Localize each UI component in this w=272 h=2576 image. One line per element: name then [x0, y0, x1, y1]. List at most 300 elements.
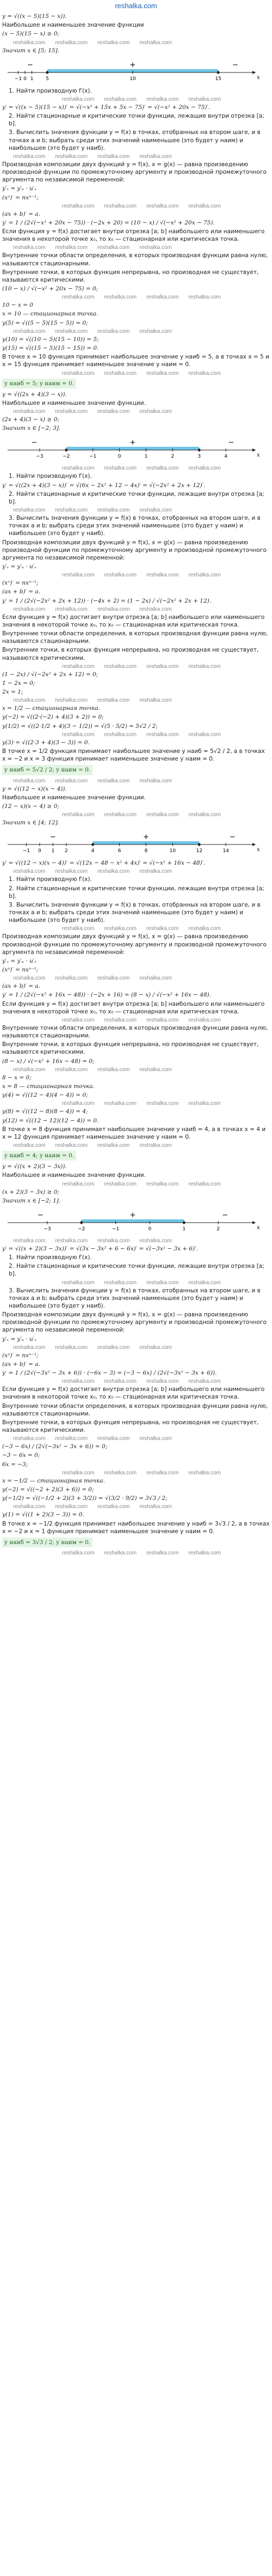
number-line-svg: [2, 828, 263, 858]
watermark-row: [2, 1469, 270, 1477]
problem-section: [2, 12, 270, 390]
watermark-text: reshalka.com: [188, 1378, 221, 1385]
sign-label: −: [222, 1211, 228, 1219]
math-line: 1 − 2x = 0;: [2, 679, 35, 686]
axis-arrow: [252, 448, 256, 452]
sign-label: +: [129, 439, 136, 447]
math-line: y(8) = √((12 − 8)(8 − 4)) = 4;: [2, 1108, 88, 1115]
algorithm-step: [2, 514, 270, 538]
watermark-text: reshalka.com: [104, 812, 137, 818]
watermark-text: reshalka.com: [62, 1550, 95, 1557]
watermark-row: [2, 777, 270, 785]
watermark-row: [2, 1549, 270, 1557]
axis-arrow: [252, 71, 256, 74]
watermark-text: reshalka.com: [62, 294, 95, 301]
watermark-row: [2, 95, 270, 103]
endpoint-dot: [183, 1221, 186, 1224]
watermark-text: reshalka.com: [104, 1279, 137, 1286]
problem-section: [2, 390, 270, 785]
watermark-text: reshalka.com: [104, 1181, 137, 1187]
watermark-text: reshalka.com: [97, 1344, 130, 1351]
step-number: 1.: [9, 876, 15, 883]
watermark-text: reshalka.com: [97, 606, 130, 612]
watermark-text: reshalka.com: [146, 1469, 179, 1476]
watermark-text: reshalka.com: [62, 370, 95, 376]
number-line: [2, 434, 270, 463]
step-text: Вычислить значения функции y = f(x) в точках, отобранных на втором шаге, и в точках a и b; выбрать среди этих значений наименьшее (это будет y наим) и наибольшее (это будет y наиб).: [9, 901, 261, 924]
math-line: Значит x ∈ [4; 12].: [2, 819, 60, 827]
tick-label: 8: [144, 848, 148, 854]
watermark-text: reshalka.com: [139, 1143, 172, 1149]
tick-label: 5: [45, 76, 49, 82]
watermark-text: reshalka.com: [104, 926, 137, 932]
watermark-text: reshalka.com: [146, 1378, 179, 1385]
step-number: 1.: [9, 87, 15, 94]
math-line: x = 8 — стационарная точка.: [2, 1083, 95, 1090]
watermark-text: reshalka.com: [13, 1143, 46, 1149]
watermark-row: [2, 202, 270, 210]
watermark-text: reshalka.com: [146, 1017, 179, 1023]
watermark-row: [2, 1344, 270, 1351]
site-title-link[interactable]: reshalka.com: [115, 2, 157, 10]
text-line: Внутренние точки области определения, в которых производная функции равна нулю, называются стационарными.: [2, 1402, 268, 1417]
tick-label: −2: [63, 454, 70, 460]
algorithm-step: [2, 875, 270, 884]
watermark-row: [2, 244, 270, 251]
watermark-text: reshalka.com: [55, 1143, 88, 1149]
watermark-row: [2, 1099, 270, 1107]
watermark-text: reshalka.com: [104, 294, 137, 301]
number-line: [2, 56, 270, 86]
math-line: y(4) = √((12 − 4)(4 − 4)) = 0;: [2, 1092, 88, 1099]
tick-label: 15: [215, 76, 221, 82]
text-line: Внутренние точки, в которых функция непрерывна, но производная не существует, называются критическими.: [2, 1041, 259, 1056]
watermark-text: reshalka.com: [13, 868, 46, 875]
step-text: Найти стационарные и критические точки функции, лежащие внутри отрезка [a; b].: [9, 113, 264, 127]
math-line: 2x = 1;: [2, 689, 23, 696]
watermark-text: reshalka.com: [104, 1378, 137, 1385]
watermark-text: reshalka.com: [139, 1344, 172, 1351]
tick-label: 0: [38, 848, 41, 854]
math-line: y(1) = √((1 + 2)(3 − 3)) = 0.: [2, 1511, 84, 1518]
watermark-text: reshalka.com: [146, 731, 179, 738]
text-line: Если функция y = f(x) достигает внутри отрезка [a; b] наибольшего или наименьшего значения в некоторой точке x₀, то x₀ — стационарная или критическая точка.: [2, 613, 265, 628]
text-line: В точке x = 10 функция принимает наибольшее значение y наиб = 5, а в точках x = 5 и x = 15 функция принимает наименьшее значение y наим = 0.: [2, 354, 269, 368]
watermark-text: reshalka.com: [62, 663, 95, 670]
number-line-svg: [2, 434, 263, 463]
watermark-text: reshalka.com: [13, 409, 46, 415]
tick-label: −2: [78, 1226, 85, 1232]
watermark-text: reshalka.com: [55, 606, 88, 612]
tick-label: −1: [14, 76, 22, 82]
watermark-row: [2, 696, 270, 704]
step-text: Найти производную f′(x).: [16, 473, 92, 480]
step-text: Вычислить значения функции y = f(x) в точках, отобранных на втором шаге, и в точках a и b; выбрать среди этих значений наименьшее (это будет y наим) и наибольшее (это будет y наиб).: [9, 1287, 261, 1309]
watermark-text: reshalka.com: [13, 606, 46, 612]
text-line: Если функция y = f(x) достигает внутри отрезка [a; b] наибольшего или наименьшего значения в некоторой точке x₀, то x₀ — стационарная или критическая точка.: [2, 228, 265, 243]
watermark-row: [2, 605, 270, 613]
math-line: y′ = 1 / (2√(−x² + 16x − 48)) · (−2x + 16) = (8 − x) / √(−x² + 16x − 48).: [2, 992, 212, 999]
watermark-text: reshalka.com: [97, 975, 130, 982]
watermark-text: reshalka.com: [146, 465, 179, 472]
math-line: (1 − 2x) / √(−2x² + 2x + 12) = 0;: [2, 671, 98, 678]
step-text: Найти производную f′(x).: [16, 876, 92, 883]
watermark-text: reshalka.com: [146, 572, 179, 579]
watermark-row: [2, 506, 270, 514]
math-line: Значит x ∈ [−2; 1].: [2, 1197, 61, 1204]
math-line: y(3) = √((2·3 + 4)(3 − 3)) = 0.: [2, 739, 90, 746]
math-line: x = 1/2 — стационарная точка.: [2, 705, 101, 712]
step-number: 2.: [9, 1263, 15, 1270]
sign-label: −: [228, 439, 234, 447]
math-line: y(10) = √((10 − 5)(15 − 10)) = 5;: [2, 336, 99, 343]
watermark-row: [2, 1180, 270, 1188]
tick-label: 2: [171, 454, 175, 460]
watermark-text: reshalka.com: [55, 697, 88, 704]
watermark-text: reshalka.com: [146, 1550, 179, 1557]
math-line: 8 − x = 0;: [2, 1074, 32, 1081]
step-text: Найти стационарные и критические точки функции, лежащие внутри отрезка [a; b].: [9, 1263, 264, 1278]
text-line: Наибольшее и наименьшее значение функции.: [2, 399, 146, 406]
math-line: Значит x ∈ [5; 15].: [2, 47, 60, 54]
watermark-text: reshalka.com: [188, 465, 221, 472]
watermark-text: reshalka.com: [104, 370, 137, 376]
watermark-text: reshalka.com: [146, 370, 179, 376]
math-line: y = √((x + 2)(3 − 3x)).: [2, 1163, 67, 1170]
watermark-text: reshalka.com: [104, 203, 137, 209]
watermark-text: reshalka.com: [55, 777, 88, 784]
endpoint-dot: [80, 1221, 83, 1224]
tick-label: −1: [89, 454, 97, 460]
algorithm-step: [2, 901, 270, 925]
number-line-svg: [2, 1206, 263, 1236]
math-line: (2x + 4)(3 − x) ≥ 0;: [2, 416, 59, 423]
watermark-text: reshalka.com: [62, 203, 95, 209]
watermark-text: reshalka.com: [188, 1279, 221, 1286]
step-text: Вычислить значения функции y = f(x) в точках, отобранных на втором шаге, и в точках a и b; выбрать среди этих значений наименьшее (это будет y наим) и наибольшее (это будет y наиб).: [9, 129, 261, 151]
sign-label: −: [50, 833, 56, 842]
watermark-text: reshalka.com: [139, 328, 172, 335]
tick-label: −1: [112, 1226, 120, 1232]
text-line: Внутренние точки, в которых функция непрерывна, но производная не существует, называются критическими.: [2, 647, 259, 661]
step-number: 1.: [9, 473, 15, 480]
tick-label: 2: [217, 1226, 220, 1232]
watermark-text: reshalka.com: [13, 1344, 46, 1351]
watermark-text: reshalka.com: [62, 731, 95, 738]
math-line: y(12) = √((12 − 12)(12 − 4)) = 0.: [2, 1117, 99, 1124]
watermark-text: reshalka.com: [97, 507, 130, 514]
axis-label: x: [257, 847, 260, 853]
watermark-text: reshalka.com: [139, 245, 172, 251]
watermark-text: reshalka.com: [139, 1066, 172, 1073]
watermark-text: reshalka.com: [13, 1237, 46, 1244]
watermark-text: reshalka.com: [146, 812, 179, 818]
tick-label: 1: [51, 848, 55, 854]
sign-label: +: [143, 833, 149, 842]
watermark-text: reshalka.com: [55, 1504, 88, 1510]
tick-label: 0: [118, 454, 121, 460]
watermark-text: reshalka.com: [104, 1469, 137, 1476]
watermark-text: reshalka.com: [139, 409, 172, 415]
watermark-text: reshalka.com: [188, 1550, 221, 1557]
tick-label: 10: [169, 848, 176, 854]
text-line: Внутренние точки области определения, в которых производная функции равна нулю, называются стационарными.: [2, 1024, 268, 1040]
math-line: y′ = √((x − 5)(15 − x))′ = √(−x² + 15x + 5x − 75)′ = √(−x² + 20x − 75)′.: [2, 104, 211, 111]
watermark-text: reshalka.com: [13, 975, 46, 982]
watermark-text: reshalka.com: [188, 1101, 221, 1107]
math-line: (10 − x) / √(−x² + 20x − 75) = 0;: [2, 285, 98, 293]
watermark-text: reshalka.com: [139, 1237, 172, 1244]
watermark-text: reshalka.com: [97, 1504, 130, 1510]
watermark-text: reshalka.com: [55, 975, 88, 982]
watermark-text: reshalka.com: [55, 153, 88, 160]
watermark-text: reshalka.com: [188, 812, 221, 818]
watermark-text: reshalka.com: [62, 1181, 95, 1187]
algorithm-step: [2, 128, 270, 153]
watermark-text: reshalka.com: [188, 96, 221, 102]
watermark-text: reshalka.com: [13, 153, 46, 160]
watermark-text: reshalka.com: [188, 572, 221, 579]
watermark-row: [2, 369, 270, 377]
tick-label: 3: [197, 454, 201, 460]
watermark-row: [2, 1503, 270, 1510]
math-line: (x − 5)(15 − x) ≥ 0;: [2, 31, 59, 38]
axis-label: x: [257, 1224, 260, 1231]
watermark-text: reshalka.com: [55, 245, 88, 251]
watermark-row: [2, 1237, 270, 1244]
watermark-text: reshalka.com: [13, 245, 46, 251]
watermark-text: reshalka.com: [55, 1344, 88, 1351]
text-line: Наибольшее и наименьшее значение функции.: [2, 1172, 146, 1179]
watermark-text: reshalka.com: [139, 153, 172, 160]
step-text: Найти производную f′(x).: [16, 87, 92, 94]
watermark-text: reshalka.com: [188, 294, 221, 301]
watermark-row: [2, 1279, 270, 1286]
watermark-text: reshalka.com: [55, 1436, 88, 1442]
sign-label: +: [129, 60, 136, 69]
watermark-text: reshalka.com: [62, 1017, 95, 1023]
watermark-text: reshalka.com: [13, 507, 46, 514]
watermark-text: reshalka.com: [55, 328, 88, 335]
endpoint-dot: [198, 843, 201, 846]
text-line: Наибольшее и наименьшее значение функции.: [2, 794, 146, 801]
watermark-text: reshalka.com: [146, 663, 179, 670]
watermark-text: reshalka.com: [97, 777, 130, 784]
watermark-text: reshalka.com: [62, 926, 95, 932]
math-line: 10 − x = 0: [2, 302, 33, 309]
answer-line: [2, 1149, 270, 1162]
watermark-text: reshalka.com: [13, 1066, 46, 1073]
sign-label: −: [31, 439, 38, 447]
answer-box: y наиб = 3√3 / 2; y наим = 0.: [2, 1538, 92, 1547]
endpoint-dot: [217, 71, 220, 74]
text-line: Производная композиции двух функций y = f(x), x = g(x) — равна произведению производной функции по промежуточному аргументу и производной промежуточного аргумента по независимой переменной:: [2, 933, 267, 956]
math-line: (x + 2)(3 − 3x) ≥ 0;: [2, 1188, 59, 1195]
step-number: 1.: [9, 1254, 15, 1261]
watermark-text: reshalka.com: [104, 1101, 137, 1107]
math-line: (ax + b)′ = a.: [2, 983, 41, 990]
tick-label: 2: [64, 848, 68, 854]
math-line: y(−1/2) = √((−1/2 + 2)(3 + 3/2)) = √(3/2 · 9/2) = 3√3 / 2;: [2, 1495, 168, 1502]
watermark-text: reshalka.com: [62, 1101, 95, 1107]
text-line: Внутренние точки, в которых функция непрерывна, но производная не существует, называются критическими.: [2, 1419, 259, 1434]
math-line: y′ = √((2x + 4)(3 − x))′ = √(6x − 2x² + 12 − 4x)′ = √(−2x² + 2x + 12)′.: [2, 482, 206, 489]
tick-label: 14: [222, 848, 229, 854]
tick-label: 4: [91, 848, 95, 854]
sign-label: −: [37, 1211, 44, 1219]
watermark-text: reshalka.com: [139, 1504, 172, 1510]
answer-line: [2, 377, 270, 390]
math-line: y(−2) = √((−2 + 2)(3 + 6)) = 0;: [2, 1486, 94, 1493]
watermark-text: reshalka.com: [146, 1279, 179, 1286]
step-number: 2.: [9, 490, 15, 497]
tick-label: 0: [23, 76, 27, 82]
watermark-text: reshalka.com: [139, 868, 172, 875]
math-line: (8 − x) / √(−x² + 16x − 48) = 0;: [2, 1058, 95, 1065]
algorithm-step: [2, 472, 270, 481]
watermark-text: reshalka.com: [188, 1469, 221, 1476]
watermark-row: [2, 1016, 270, 1024]
algorithm-step: [2, 112, 270, 128]
watermark-text: reshalka.com: [139, 606, 172, 612]
watermark-text: reshalka.com: [97, 1066, 130, 1073]
text-line: Внутренние точки области определения, в которых производная функции равна нулю, называются стационарными.: [2, 630, 268, 645]
math-line: y = √((12 − x)(x − 4)).: [2, 785, 67, 792]
number-line: [2, 1206, 270, 1236]
step-number: 3.: [9, 1287, 15, 1294]
algorithm-step: [2, 87, 270, 95]
answer-box: y наиб = 5√2 / 2; y наим = 0.: [2, 765, 92, 775]
math-line: y = √((x − 5)(15 − x)).: [2, 13, 67, 20]
watermark-row: [2, 327, 270, 335]
math-line: y′ₓ = y′ᵤ · u′ₓ: [2, 185, 36, 192]
watermark-text: reshalka.com: [146, 1101, 179, 1107]
watermark-row: [2, 1377, 270, 1385]
watermark-row: [2, 925, 270, 932]
watermark-text: reshalka.com: [104, 663, 137, 670]
math-line: (xⁿ)′ = nxⁿ⁻¹;: [2, 967, 39, 974]
watermark-row: [2, 1066, 270, 1073]
step-text: Найти производную f′(x).: [16, 1254, 92, 1261]
watermark-text: reshalka.com: [13, 328, 46, 335]
text-line: Внутренние точки области определения, в которых производная функции равна нулю, называются стационарными.: [2, 252, 268, 267]
text-line: Если функция y = f(x) достигает внутри отрезка [a; b] наибольшего или наименьшего значения в некоторой точке x₀, то x₀ — стационарная или критическая точка.: [2, 1386, 265, 1401]
watermark-text: reshalka.com: [62, 812, 95, 818]
math-line: x = −1/2 — стационарная точка.: [2, 1477, 105, 1484]
solution-content: [2, 12, 270, 1557]
algorithm-step: [2, 1286, 270, 1311]
math-line: y = √((2x + 4)(3 − x)).: [2, 391, 67, 398]
math-line: (12 − x)(x − 4) ≥ 0;: [2, 803, 59, 810]
math-line: y(15) = √((15 − 5)(15 − 15)) = 0.: [2, 344, 99, 351]
answer-box: y наиб = 4; y наим = 0.: [2, 1151, 76, 1161]
text-line: В точке x = −1/2 функция принимает наибольшее значение y наиб = 3√3 / 2, а в точках x = −2 и x = 1 функция принимает наименьшее значение y наим = 0.: [2, 1520, 270, 1535]
watermark-row: [2, 811, 270, 818]
axis-label: x: [257, 452, 260, 459]
watermark-row: [2, 39, 270, 46]
watermark-text: reshalka.com: [13, 39, 46, 46]
math-line: y′ = √((12 − x)(x − 4))′ = √(12x − 48 − x² + 4x)′ = √(−x² + 16x − 48)′.: [2, 860, 206, 867]
math-line: y′ₓ = y′ᵤ · u′ₓ: [2, 1335, 36, 1342]
math-line: (−3 − 6x) / (2√(−3x² − 3x + 6)) = 0;: [2, 1443, 108, 1450]
algorithm-step: [2, 1253, 270, 1262]
watermark-text: reshalka.com: [97, 328, 130, 335]
watermark-text: reshalka.com: [146, 926, 179, 932]
watermark-text: reshalka.com: [97, 868, 130, 875]
tick-label: 4: [224, 454, 227, 460]
watermark-text: reshalka.com: [97, 1436, 130, 1442]
math-line: (xⁿ)′ = nxⁿ⁻¹;: [2, 580, 39, 587]
tick-label: −3: [44, 1226, 51, 1232]
math-line: (xⁿ)′ = nxⁿ⁻¹;: [2, 1352, 39, 1359]
math-line: −3 − 6x = 0;: [2, 1452, 40, 1459]
text-line: Наибольшее и наименьшее значение функции: [2, 22, 144, 29]
watermark-text: reshalka.com: [62, 1279, 95, 1286]
watermark-text: reshalka.com: [55, 409, 88, 415]
sign-label: −: [232, 60, 239, 69]
watermark-text: reshalka.com: [104, 731, 137, 738]
watermark-row: [2, 464, 270, 472]
watermark-text: reshalka.com: [188, 926, 221, 932]
watermark-text: reshalka.com: [97, 245, 130, 251]
math-line: y′ = √((x + 2)(3 − 3x))′ = √(3x − 3x² + 6 − 6x)′ = √(−3x² − 3x + 6)′.: [2, 1245, 199, 1252]
text-line: Производная композиции двух функций y = f(x), x = g(x) — равна произведению производной функции по промежуточному аргументу и производной промежуточного аргумента по независимой переменной:: [2, 161, 267, 184]
tick-label: −1: [22, 848, 30, 854]
sign-label: −: [229, 833, 236, 842]
watermark-text: reshalka.com: [104, 465, 137, 472]
step-text: Найти стационарные и критические точки функции, лежащие внутри отрезка [a; b].: [9, 885, 264, 900]
watermark-text: reshalka.com: [62, 1469, 95, 1476]
answer-line: [2, 763, 270, 776]
answer-box: y наиб = 5; y наим = 0.: [2, 379, 76, 388]
watermark-text: reshalka.com: [188, 663, 221, 670]
math-line: y′ = 1 / (2√(−x² + 20x − 75)) · (−2x + 20) = (10 − x) / √(−x² + 20x − 75).: [2, 219, 215, 226]
watermark-text: reshalka.com: [146, 294, 179, 301]
watermark-text: reshalka.com: [146, 1181, 179, 1187]
watermark-row: [2, 293, 270, 301]
watermark-text: reshalka.com: [104, 96, 137, 102]
watermark-text: reshalka.com: [62, 465, 95, 472]
watermark-row: [2, 408, 270, 415]
tick-label: 1: [30, 76, 34, 82]
watermark-row: [2, 1435, 270, 1442]
tick-label: 1: [182, 1226, 186, 1232]
number-line-svg: [2, 56, 263, 86]
watermark-text: reshalka.com: [97, 153, 130, 160]
step-number: 3.: [9, 129, 15, 136]
watermark-text: reshalka.com: [139, 507, 172, 514]
watermark-text: reshalka.com: [188, 370, 221, 376]
tick-label: 12: [196, 848, 202, 854]
watermark-text: reshalka.com: [62, 572, 95, 579]
watermark-text: reshalka.com: [55, 868, 88, 875]
watermark-text: reshalka.com: [13, 777, 46, 784]
math-line: x = 10 — стационарная точка.: [2, 311, 98, 318]
watermark-row: [2, 867, 270, 875]
math-line: Значит x ∈ [−2; 3].: [2, 425, 61, 432]
watermark-row: [2, 663, 270, 670]
solution-interval: [66, 447, 199, 450]
step-text: Вычислить значения функции y = f(x) в точках, отобранных на втором шаге, и в точках a и b; выбрать среди этих значений наименьшее (это будет y наим) и наибольшее (это будет y наиб).: [9, 515, 261, 537]
endpoint-dot: [46, 71, 48, 74]
endpoint-dot: [91, 843, 94, 846]
watermark-text: reshalka.com: [62, 96, 95, 102]
endpoint-dot: [65, 449, 67, 452]
watermark-text: reshalka.com: [139, 39, 172, 46]
problem-section: [2, 1162, 270, 1557]
math-line: y′ₓ = y′ᵤ · u′ₓ: [2, 563, 36, 570]
watermark-row: [2, 571, 270, 579]
